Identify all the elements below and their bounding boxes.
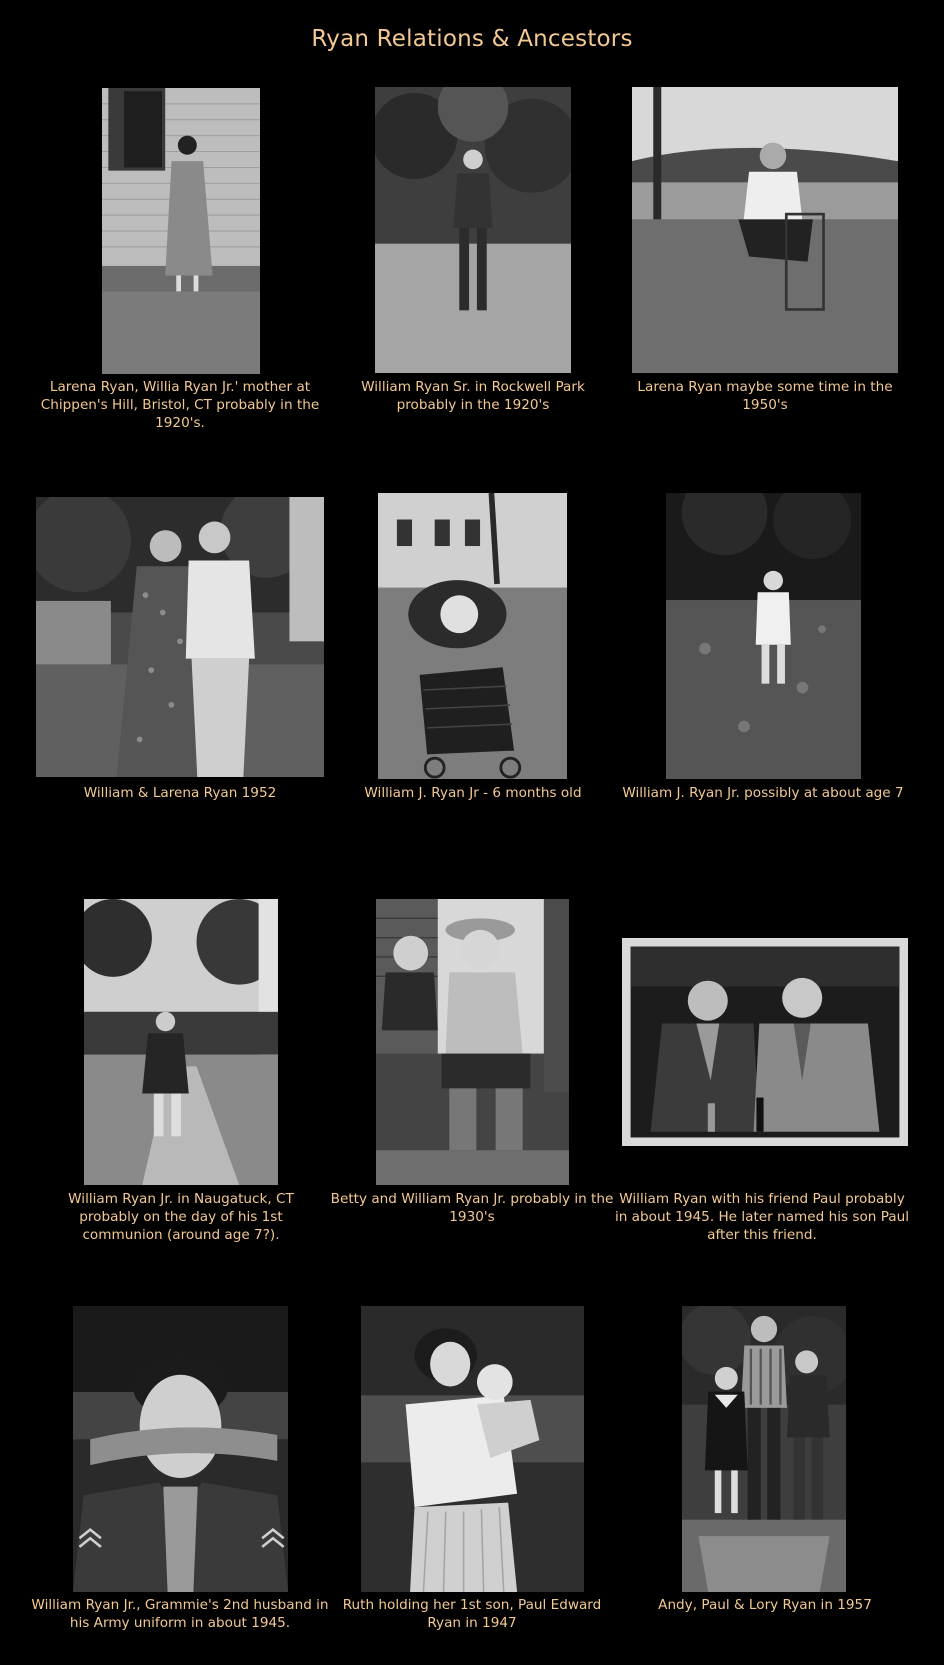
- caption-betty-william-jr: Betty and William Ryan Jr. probably in the 1930's: [330, 1191, 614, 1225]
- photo-william-jr-naugatuck[interactable]: [84, 899, 278, 1185]
- caption-larena-chippens-hill: Larena Ryan, Willia Ryan Jr.' mother at Chippen's Hill, Bristol, CT probably in the 1920's.: [40, 379, 320, 431]
- photo-william-jr-army-uniform[interactable]: [73, 1306, 288, 1592]
- caption-larena-1950s: Larena Ryan maybe some time in the 1950's: [637, 379, 893, 413]
- photo-william-larena-1952[interactable]: [36, 497, 324, 777]
- photo-william-and-paul[interactable]: [622, 938, 908, 1146]
- caption-william-jr-6-months: William J. Ryan Jr - 6 months old: [364, 785, 582, 801]
- caption-william-larena-1952: William & Larena Ryan 1952: [83, 785, 277, 801]
- caption-william-jr-army-uniform: William Ryan Jr., Grammie's 2nd husband in his Army uniform in about 1945.: [31, 1597, 329, 1631]
- caption-andy-paul-lory: Andy, Paul & Lory Ryan in 1957: [658, 1597, 872, 1613]
- caption-william-and-paul: William Ryan with his friend Paul probably in about 1945. He later named his son Paul after this friend.: [614, 1191, 910, 1243]
- photo-betty-william-jr[interactable]: [376, 899, 569, 1185]
- photo-ruth-holding-paul[interactable]: [361, 1306, 584, 1592]
- photo-larena-1950s[interactable]: [632, 87, 898, 373]
- page-title: Ryan Relations & Ancestors: [311, 26, 633, 52]
- caption-william-jr-age-7: William J. Ryan Jr. possibly at about age 7: [622, 785, 904, 801]
- photo-william-sr-rockwell-park[interactable]: [375, 87, 571, 373]
- photo-william-jr-age-7[interactable]: [666, 493, 861, 779]
- caption-william-sr-rockwell-park: William Ryan Sr. in Rockwell Park probably in the 1920's: [361, 379, 585, 413]
- caption-william-jr-naugatuck: William Ryan Jr. in Naugatuck, CT probably on the day of his 1st communion (around age 7?).: [68, 1191, 294, 1243]
- photo-andy-paul-lory[interactable]: [682, 1306, 846, 1592]
- caption-ruth-holding-paul: Ruth holding her 1st son, Paul Edward Ryan in 1947: [342, 1597, 602, 1631]
- photo-william-jr-6-months[interactable]: [378, 493, 567, 779]
- photo-larena-chippens-hill[interactable]: [102, 88, 260, 374]
